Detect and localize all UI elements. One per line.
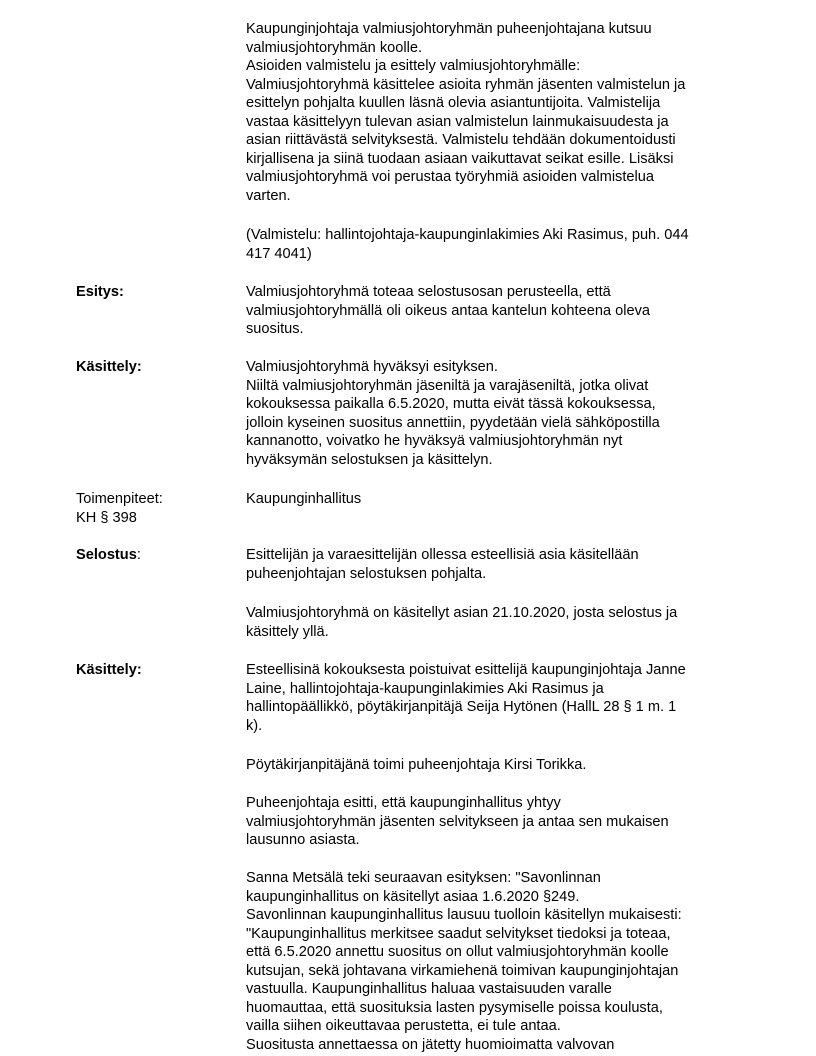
selostus-label (76, 546, 236, 565)
text-line: Pöytäkirjanpitäjänä toimi puheenjohtaja Kirsi Torikka. (246, 757, 587, 773)
text-line: Suositusta annettaessa on jätetty huomioimatta valvovan (246, 1036, 615, 1053)
esitys-label: Esitys: (76, 284, 124, 300)
text-line: lausunno asiasta. (246, 832, 360, 848)
text-line: hyväksymän selostuksen ja käsittelyn. (246, 451, 493, 468)
text-line: valmiusjohtoryhmä voi perustaa työryhmiä asioiden valmistelua (246, 169, 654, 185)
text-line: Valmiusjohtoryhmä hyväksyi esityksen. (246, 359, 498, 375)
text-line: Puheenjohtaja esitti, että kaupunginhallitus yhtyy (246, 795, 561, 811)
text-line: vailla siihen oikeuttavaa perustetta, ei tule antaa. (246, 1018, 561, 1034)
text-line: Kaupunginjohtaja valmiusjohtoryhmän puheenjohtajana kutsuu (246, 21, 652, 37)
text-line: Valmiusjohtoryhmä on käsitellyt asian 21.10.2020, josta selostus ja (246, 605, 678, 621)
text-line: Laine, hallintojohtaja-kaupunginlakimies Aki Rasimus ja (246, 680, 604, 697)
text-line: käsittely yllä. (246, 623, 329, 640)
kasittely-label: Käsittely: (76, 359, 142, 375)
kasittely-text (246, 358, 742, 469)
text-line: jolloin kyseinen suositus annettiin, pyydetään vielä sähköpostilla (246, 414, 660, 431)
preparer-note (246, 226, 742, 263)
text-line: Savonlinnan kaupunginhallitus lausuu tuolloin käsitellyn mukaisesti: (246, 907, 682, 923)
text-line: kannanotto, voivatko he hyväksyä valmiusjohtoryhmän nyt (246, 433, 623, 449)
text-line: esittelyn pohjalta kuullen läsnä olevia asiantuntijoita. Valmistelija (246, 95, 661, 111)
text-line: hallintopäällikkö, pöytäkirjanpitäjä Seija Hytönen (HallL 28 § 1 m. 1 (246, 699, 677, 715)
text-line: "Kaupunginhallitus merkitsee saadut selvitykset tiedoksi ja toteaa, (246, 925, 671, 942)
kasittely-paragraph-4 (246, 869, 742, 1054)
text-line: Sanna Metsälä teki seuraavan esityksen: "Savonlinnan (246, 870, 601, 886)
text-line: Niiltä valmiusjohtoryhmän jäseniltä ja varajäseniltä, jotka olivat (246, 377, 649, 394)
text-line: Valmiusjohtoryhmä käsittelee asioita ryhmän jäsenten valmistelun ja (246, 76, 686, 93)
text-line: k). (246, 717, 263, 734)
text-line: että 6.5.2020 annettu suositus on ollut valmiusjohtoryhmän koolle (246, 944, 669, 960)
toimenpiteet-text: Kaupunginhallitus (246, 491, 362, 507)
text-line: suositus. (246, 321, 304, 337)
text-line: Valmiusjohtoryhmä toteaa selostusosan perusteella, että (246, 284, 611, 300)
text-line: huomauttaa, että suosituksia lasten pysymiselle poissa koulusta, (246, 999, 663, 1016)
text-line: (Valmistelu: hallintojohtaja-kaupunginlakimies Aki Rasimus, puh. 044 (246, 227, 689, 243)
kasittely-paragraph-1 (246, 661, 742, 735)
text-line: Esittelijän ja varaesittelijän ollessa esteellisiä asia käsitellään (246, 547, 639, 563)
text-line: varten. (246, 187, 291, 204)
toimenpiteet-label (76, 490, 236, 527)
kasittely-paragraph-2 (246, 756, 742, 775)
text-line: kaupunginhallitus on käsitellyt asiaa 1.6.2020 §249. (246, 888, 580, 905)
selostus-text (246, 546, 742, 583)
section-reference: KH § 398 (76, 509, 137, 526)
text-line: valmiusjohtoryhmällä oli oikeus antaa kantelun kohteena oleva (246, 302, 651, 319)
text-line: valmiusjohtoryhmän jäsenten selvitykseen ja antaa sen mukaisen (246, 813, 669, 830)
text-line: Asioiden valmistelu ja esittely valmiusjohtoryhmälle: (246, 58, 581, 74)
text-line: 417 4041) (246, 245, 312, 262)
text-line: kirjallisena ja siinä tuodaan asiaan vaikuttavat seikat esille. Lisäksi (246, 150, 674, 167)
kasittely-paragraph-3 (246, 794, 742, 850)
text-line: kutsujan, sekä johtavana virkamiehenä toimivan kaupunginjohtajan (246, 962, 679, 979)
text-line: vastuulla. Kaupunginhallitus haluaa vastaisuuden varalle (246, 981, 612, 997)
kasittely-label: Käsittely: (76, 662, 142, 678)
selostus-text-2 (246, 604, 742, 641)
text-line: puheenjohtajan selostuksen pohjalta. (246, 565, 487, 582)
text-line: vastaa käsittelyyn tulevan asian valmistelun lainmukaisuudesta ja (246, 113, 669, 130)
text-line: valmiusjohtoryhmän koolle. (246, 39, 423, 56)
selostus-label-colon: : (136, 547, 141, 563)
esitys-text (246, 283, 742, 339)
intro-paragraph (246, 20, 742, 205)
selostus-label-word: Selostus (76, 547, 137, 563)
text-line: kokouksessa paikalla 6.5.2020, mutta eivät tässä kokouksessa, (246, 396, 656, 412)
text-line: asian riittävästä selvityksestä. Valmistelu tehdään dokumentoidusti (246, 132, 676, 148)
text-line: Esteellisinä kokouksesta poistuivat esittelijä kaupunginjohtaja Janne (246, 662, 686, 678)
toimenpiteet-title: Toimenpiteet: (76, 491, 163, 507)
